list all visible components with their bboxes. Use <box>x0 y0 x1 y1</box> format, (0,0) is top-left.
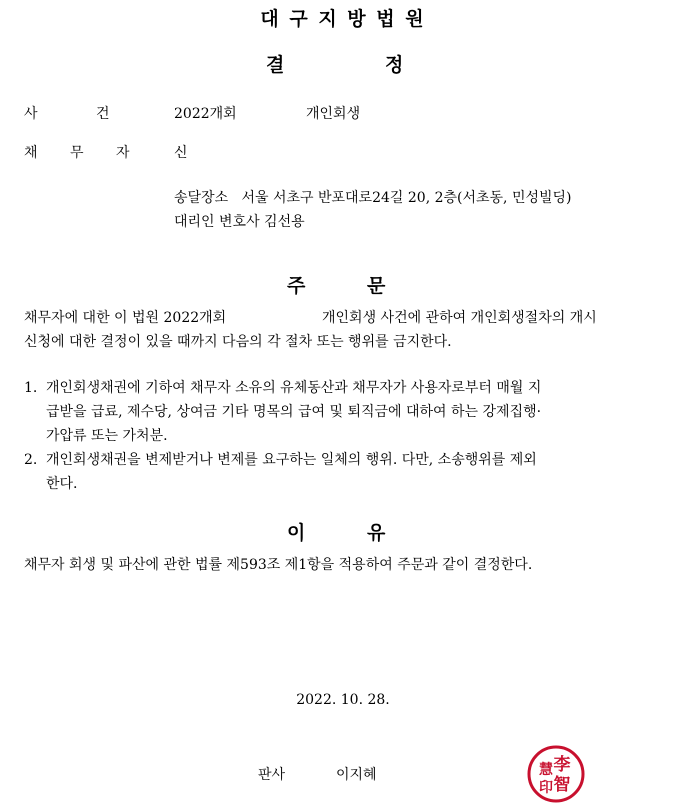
order-item-1-line3: 가압류 또는 가처분. <box>46 428 168 444</box>
svg-text:智: 智 <box>553 775 571 795</box>
order-intro-line2: 신청에 대한 결정이 있을 때까지 다음의 각 절차 또는 행위를 금지한다. <box>24 334 452 350</box>
order-item-2-line2: 한다. <box>46 476 78 492</box>
order-heading-left: 주 <box>287 275 306 297</box>
decision-date: 2022. 10. 28. <box>296 692 390 708</box>
case-number: 2022개회 <box>174 106 237 122</box>
judge-seal-icon <box>526 744 586 804</box>
reason-heading-right: 유 <box>367 522 386 544</box>
svg-text:慧: 慧 <box>539 762 553 778</box>
agent: 대리인 변호사 김선용 <box>174 214 305 230</box>
order-intro-part1: 채무자에 대한 이 법원 2022개회 <box>24 310 227 326</box>
case-label-first: 사 <box>24 106 38 122</box>
order-item-2-num: 2. <box>24 452 38 468</box>
order-item-1-line1: 개인회생채권에 기하여 채무자 소유의 유체동산과 채무자가 사용자로부터 매월 지 <box>46 380 542 396</box>
order-intro-part2: 개인회생 사건에 관하여 개인회생절차의 개시 <box>322 310 597 326</box>
order-item-1-num: 1. <box>24 380 38 396</box>
court-name: 대 구 지 방 법 원 <box>260 8 426 30</box>
svg-text:印: 印 <box>539 780 553 796</box>
doc-type-left: 결 <box>266 54 285 76</box>
svg-text:李: 李 <box>553 755 571 775</box>
order-heading-right: 문 <box>367 275 386 297</box>
debtor-label: 채 무 자 <box>24 145 144 161</box>
judge-name: 이지혜 <box>336 767 377 783</box>
reason-heading-left: 이 <box>287 522 306 544</box>
reason-text: 채무자 회생 및 파산에 관한 법률 제593조 제1항을 적용하여 주문과 같이 결정한다. <box>24 557 533 573</box>
order-item-2-line1: 개인회생채권을 변제받거나 변제를 요구하는 일체의 행위. 다만, 소송행위를 제외 <box>46 452 537 468</box>
case-label-second: 건 <box>96 106 110 122</box>
order-item-1-line2: 급받을 급료, 제수당, 상여금 기타 명목의 급여 및 퇴직금에 대하여 하는 강제집행· <box>46 404 542 420</box>
address-label: 송달장소 <box>174 190 229 206</box>
case-type: 개인회생 <box>306 106 361 122</box>
judge-title: 판사 <box>258 767 286 783</box>
address: 서울 서초구 반포대로24길 20, 2층(서초동, 민성빌딩) <box>241 190 572 206</box>
doc-type-right: 정 <box>385 54 404 76</box>
debtor-name: 신 <box>174 145 188 161</box>
